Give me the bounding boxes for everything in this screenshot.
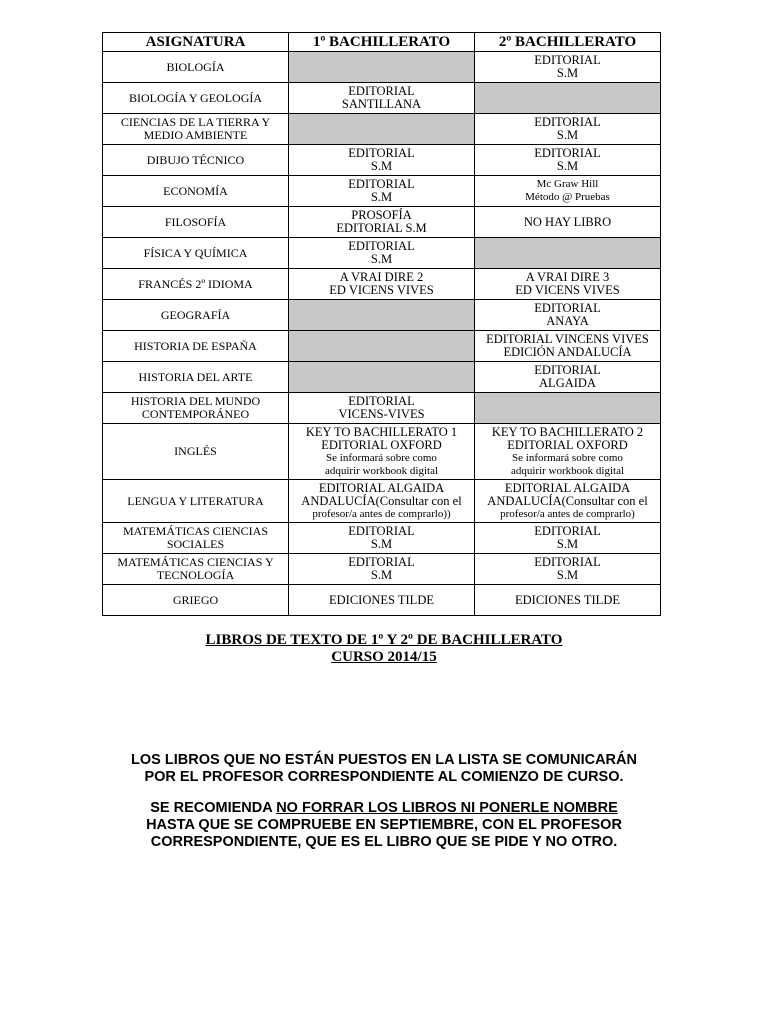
- first-year-cell: [289, 145, 475, 176]
- document-title: [0, 632, 768, 666]
- second-year-cell: [475, 114, 661, 145]
- first-year-cell-line: PROSOFÍA: [351, 208, 412, 222]
- first-year-cell-line: S.M: [370, 190, 393, 204]
- subject-cell-line: TECNOLOGÍA: [156, 568, 235, 582]
- first-year-cell-line: adquirir workbook digital: [324, 464, 439, 477]
- second-year-cell: [475, 52, 661, 83]
- table-row: [103, 269, 661, 300]
- second-year-cell: [475, 480, 661, 523]
- header-second-year: 2º BACHILLERATO: [475, 33, 661, 52]
- first-year-cell-line: EDITORIAL: [348, 524, 415, 538]
- first-year-cell-line: VICENS-VIVES: [338, 407, 425, 421]
- subject-cell-line: HISTORIA DEL ARTE: [138, 369, 253, 384]
- second-year-cell-line: S.M: [556, 128, 579, 142]
- table-row: [103, 362, 661, 393]
- first-year-cell: [289, 300, 475, 331]
- second-year-cell-line: profesor/a antes de comprarlo): [500, 507, 635, 520]
- subject-cell: [103, 114, 289, 145]
- title-line-2: CURSO 2014/15: [331, 649, 437, 665]
- second-year-cell: [475, 393, 661, 424]
- subject-cell: [103, 424, 289, 480]
- table-row: [103, 523, 661, 554]
- subject-cell-line: LENGUA Y LITERATURA: [127, 493, 264, 508]
- subject-cell: [103, 238, 289, 269]
- second-year-cell-line: EDITORIAL: [534, 53, 601, 67]
- notice2-prefix: SE RECOMIENDA: [150, 800, 277, 816]
- first-year-cell-line: EDITORIAL: [348, 239, 415, 253]
- notice1-line-2: POR EL PROFESOR CORRESPONDIENTE AL COMIENZO DE CURSO.: [144, 769, 624, 785]
- second-year-cell: [475, 424, 661, 480]
- first-year-cell: [289, 585, 475, 616]
- first-year-cell-line: KEY TO BACHILLERATO 1: [305, 424, 458, 439]
- notice2-line-3: CORRESPONDIENTE, QUE ES EL LIBRO QUE SE PIDE Y NO OTRO.: [150, 834, 618, 850]
- table-row: [103, 114, 661, 145]
- second-year-cell: [475, 176, 661, 207]
- first-year-cell-line: A VRAI DIRE 2: [339, 270, 424, 284]
- table-row: [103, 145, 661, 176]
- subject-cell-line: HISTORIA DEL MUNDO: [130, 394, 261, 408]
- first-year-cell: [289, 331, 475, 362]
- first-year-cell-line: profesor/a antes de comprarlo)): [312, 507, 451, 520]
- second-year-cell-line: adquirir workbook digital: [510, 464, 625, 477]
- subject-cell: [103, 393, 289, 424]
- second-year-cell: [475, 300, 661, 331]
- first-year-cell-line: S.M: [370, 159, 393, 173]
- subject-cell-line: BIOLOGÍA: [166, 59, 225, 74]
- first-year-cell: [289, 207, 475, 238]
- table-body: [103, 52, 661, 616]
- title-line-1: LIBROS DE TEXTO DE 1º Y 2º DE BACHILLERATO: [205, 632, 563, 648]
- first-year-cell: [289, 523, 475, 554]
- subject-cell: [103, 523, 289, 554]
- notice-unlisted-books: [100, 752, 668, 786]
- subject-cell: [103, 480, 289, 523]
- subject-cell-line: CONTEMPORÁNEO: [141, 407, 250, 421]
- second-year-cell-line: EDITORIAL: [534, 115, 601, 129]
- subject-cell: [103, 362, 289, 393]
- second-year-cell-line: A VRAI DIRE 3: [525, 270, 610, 284]
- first-year-cell-line: S.M: [370, 537, 393, 551]
- table-row: [103, 554, 661, 585]
- second-year-cell-line: KEY TO BACHILLERATO 2: [491, 424, 644, 439]
- second-year-cell-line: EDITORIAL OXFORD: [507, 437, 628, 452]
- second-year-cell-line: EDITORIAL: [534, 301, 601, 315]
- subject-cell-line: FRANCÉS 2º IDIOMA: [138, 276, 253, 291]
- table-row: [103, 331, 661, 362]
- subject-cell-line: DIBUJO TÉCNICO: [146, 152, 245, 167]
- first-year-cell: [289, 238, 475, 269]
- table-row: [103, 424, 661, 480]
- subject-cell-line: MATEMÁTICAS CIENCIAS Y: [117, 555, 274, 569]
- second-year-cell: [475, 362, 661, 393]
- second-year-cell: [475, 238, 661, 269]
- table-row: [103, 83, 661, 114]
- first-year-cell-line: EDITORIAL ALGAIDA: [318, 480, 445, 495]
- first-year-cell: [289, 480, 475, 523]
- subject-cell-line: GEOGRAFÍA: [160, 307, 231, 322]
- subject-cell: [103, 83, 289, 114]
- subject-cell: [103, 554, 289, 585]
- notice2-line-1: [100, 800, 668, 817]
- first-year-cell-line: EDITORIAL: [348, 84, 415, 98]
- subject-cell-line: ECONOMÍA: [163, 183, 228, 198]
- second-year-cell-line: EDITORIAL: [534, 363, 601, 377]
- first-year-cell: [289, 554, 475, 585]
- first-year-cell-line: EDITORIAL: [348, 146, 415, 160]
- subject-cell: [103, 300, 289, 331]
- first-year-cell: [289, 114, 475, 145]
- second-year-cell-line: ED VICENS VIVES: [515, 283, 620, 297]
- second-year-cell-line: EDICIONES TILDE: [515, 592, 620, 607]
- table-row: [103, 480, 661, 523]
- second-year-cell-line: S.M: [556, 159, 579, 173]
- subject-cell: [103, 176, 289, 207]
- subject-cell-line: INGLÉS: [174, 444, 217, 458]
- first-year-cell-line: EDITORIAL OXFORD: [321, 437, 442, 452]
- first-year-cell-line: EDITORIAL: [348, 555, 415, 569]
- header-subject: ASIGNATURA: [103, 33, 289, 52]
- table-row: [103, 207, 661, 238]
- table-row: [103, 300, 661, 331]
- first-year-cell-line: EDICIONES TILDE: [329, 592, 434, 607]
- second-year-cell-line: EDITORIAL: [534, 524, 601, 538]
- subject-cell: [103, 52, 289, 83]
- first-year-cell-line: EDITORIAL: [348, 177, 415, 191]
- second-year-cell-line: S.M: [556, 66, 579, 80]
- subject-cell: [103, 145, 289, 176]
- first-year-cell: [289, 269, 475, 300]
- second-year-cell-line: EDITORIAL: [534, 146, 601, 160]
- second-year-cell-line: EDITORIAL VINCENS VIVES: [486, 332, 649, 346]
- second-year-cell-line: Mc Graw Hill: [536, 178, 599, 190]
- second-year-cell: [475, 554, 661, 585]
- second-year-cell-line: ALGAIDA: [539, 376, 596, 390]
- table-row: [103, 176, 661, 207]
- notice1-line-1: LOS LIBROS QUE NO ESTÁN PUESTOS EN LA LISTA SE COMUNICARÁN: [131, 752, 637, 768]
- textbook-table: [102, 32, 661, 616]
- second-year-cell-line: S.M: [556, 537, 579, 551]
- first-year-cell-line: EDITORIAL: [348, 394, 415, 408]
- first-year-cell-line: S.M: [370, 568, 393, 582]
- first-year-cell: [289, 424, 475, 480]
- second-year-cell: [475, 585, 661, 616]
- first-year-cell-line: S.M: [370, 252, 393, 266]
- subject-cell-line: MATEMÁTICAS CIENCIAS: [122, 524, 268, 538]
- first-year-cell: [289, 83, 475, 114]
- second-year-cell-line: ANAYA: [546, 314, 589, 328]
- table-row: [103, 238, 661, 269]
- subject-cell: [103, 331, 289, 362]
- subject-cell-line: GRIEGO: [172, 592, 219, 607]
- second-year-cell-line: S.M: [556, 568, 579, 582]
- table-row: [103, 393, 661, 424]
- second-year-cell-line: Método @ Pruebas: [525, 191, 610, 203]
- table-header-row: [103, 33, 661, 52]
- first-year-cell-line: ED VICENS VIVES: [329, 283, 434, 297]
- subject-cell-line: CIENCIAS DE LA TIERRA Y: [120, 115, 271, 129]
- subject-cell: [103, 585, 289, 616]
- subject-cell-line: MEDIO AMBIENTE: [143, 128, 248, 142]
- second-year-cell-line: NO HAY LIBRO: [523, 214, 612, 229]
- second-year-cell: [475, 145, 661, 176]
- first-year-cell: [289, 52, 475, 83]
- subject-cell: [103, 269, 289, 300]
- first-year-cell: [289, 362, 475, 393]
- subject-cell-line: FILOSOFÍA: [164, 214, 227, 229]
- second-year-cell-line: Se informará sobre como: [512, 451, 623, 464]
- second-year-cell-line: ANDALUCÍA(Consultar con el: [487, 493, 648, 508]
- subject-cell: [103, 207, 289, 238]
- subject-cell-line: BIOLOGÍA Y GEOLOGÍA: [128, 90, 263, 105]
- subject-cell-line: SOCIALES: [166, 537, 225, 551]
- first-year-cell: [289, 176, 475, 207]
- notice2-line-2: HASTA QUE SE COMPRUEBE EN SEPTIEMBRE, CON EL PROFESOR: [146, 817, 622, 833]
- subject-cell-line: FÍSICA Y QUÍMICA: [143, 245, 248, 260]
- first-year-cell-line: SANTILLANA: [341, 97, 422, 111]
- header-first-year: 1º BACHILLERATO: [289, 33, 475, 52]
- first-year-cell: [289, 393, 475, 424]
- notice2-underlined: NO FORRAR LOS LIBROS NI PONERLE NOMBRE: [276, 800, 618, 816]
- second-year-cell-line: EDITORIAL: [534, 555, 601, 569]
- notice-recommendation: [100, 800, 668, 851]
- table-row: [103, 585, 661, 616]
- second-year-cell-line: EDITORIAL ALGAIDA: [504, 480, 631, 495]
- second-year-cell: [475, 83, 661, 114]
- first-year-cell-line: ANDALUCÍA(Consultar con el: [301, 493, 462, 508]
- second-year-cell-line: EDICIÓN ANDALUCÍA: [503, 345, 632, 359]
- table-row: [103, 52, 661, 83]
- second-year-cell: [475, 207, 661, 238]
- second-year-cell: [475, 523, 661, 554]
- second-year-cell: [475, 331, 661, 362]
- first-year-cell-line: EDITORIAL S.M: [336, 221, 427, 235]
- second-year-cell: [475, 269, 661, 300]
- first-year-cell-line: Se informará sobre como: [326, 451, 437, 464]
- subject-cell-line: HISTORIA DE ESPAÑA: [134, 338, 257, 353]
